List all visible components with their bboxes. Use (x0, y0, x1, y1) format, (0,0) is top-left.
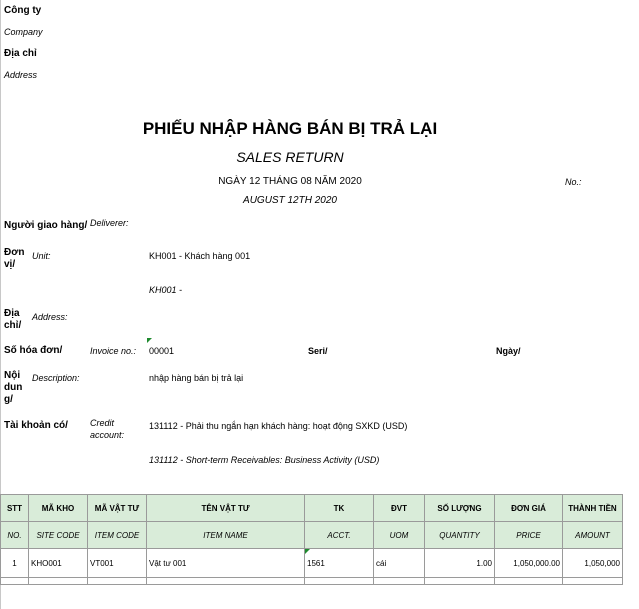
invoice-label: Số hóa đơn/ (4, 345, 63, 356)
company-label-en: Company (4, 27, 43, 37)
column-header-en-price: PRICE (495, 522, 563, 549)
invoice-date-label: Ngày/ (496, 346, 521, 356)
unit-label-en: Unit: (32, 251, 51, 261)
column-header-en-item-code: ITEM CODE (88, 522, 147, 549)
credit-account-value-en: 131112 - Short-term Receivables: Business Activity (USD) (149, 455, 380, 465)
document-date: NGÀY 12 THÁNG 08 NĂM 2020 (218, 176, 362, 187)
cell-site-code: KHO001 (29, 549, 88, 578)
customer-address-label-en: Address: (32, 312, 68, 322)
description-value: nhập hàng bán bị trả lại (149, 373, 244, 383)
document-subtitle: SALES RETURN (236, 149, 344, 165)
cell-comment-marker (305, 549, 310, 554)
cell-quantity: 1.00 (425, 549, 495, 578)
cell-price: 1,050,000.00 (495, 549, 563, 578)
column-header-item-name: TÊN VẬT TƯ (147, 495, 305, 522)
column-header-stt: STT (1, 495, 29, 522)
cell-account (305, 549, 374, 578)
description-label-line2: dun (4, 382, 23, 393)
cell-stt: 1 (1, 549, 29, 578)
cell-uom: cái (374, 549, 425, 578)
description-label-en: Description: (32, 373, 80, 383)
address-label-en: Address (4, 70, 38, 80)
unit-value-en: KH001 - (149, 285, 183, 295)
deliverer-label-en: Deliverer: (90, 218, 129, 228)
table-row (1, 549, 623, 578)
customer-address-label-line2: chỉ/ (4, 320, 22, 331)
unit-label-line2: vị/ (4, 259, 16, 270)
column-header-item-code: MÃ VẬT TƯ (88, 495, 147, 522)
column-header-en-amount: AMOUNT (563, 522, 623, 549)
cell-item-code: VT001 (88, 549, 147, 578)
column-header-en-account: ACCT. (305, 522, 374, 549)
description-label-line3: g/ (4, 394, 13, 405)
address-label: Địa chỉ (4, 48, 37, 59)
table-row-partial (1, 578, 623, 585)
table-header-row-en (1, 522, 623, 549)
credit-account-value: 131112 - Phải thu ngắn hạn khách hàng: hoạt động SXKD (USD) (149, 421, 408, 431)
document-number-label: No.: (565, 177, 582, 187)
customer-address-label-line1: Địa (4, 308, 20, 319)
column-header-en-uom: UOM (374, 522, 425, 549)
document-title: PHIẾU NHẬP HÀNG BÁN BỊ TRẢ LẠI (142, 119, 438, 138)
table-header-row (1, 495, 623, 522)
items-table (0, 494, 623, 585)
credit-account-label: Tài khoản có/ (4, 420, 68, 431)
cell-amount: 1,050,000 (563, 549, 623, 578)
column-header-uom: ĐVT (374, 495, 425, 522)
unit-value: KH001 - Khách hàng 001 (149, 251, 251, 261)
column-header-en-no: NO. (1, 522, 29, 549)
column-header-site-code: MÃ KHO (29, 495, 88, 522)
description-label-line1: Nội (4, 370, 21, 381)
column-header-amount: THÀNH TIỀN (563, 495, 623, 522)
invoice-value: 00001 (149, 346, 175, 356)
invoice-label-en: Invoice no.: (90, 346, 137, 356)
column-header-account: TK (305, 495, 374, 522)
credit-account-label-en-line2: account: (90, 430, 125, 440)
cell-comment-marker (147, 338, 152, 343)
column-header-quantity: SỐ LƯỢNG (425, 495, 495, 522)
column-header-en-quantity: QUANTITY (425, 522, 495, 549)
deliverer-label: Người giao hàng/ (4, 220, 88, 231)
column-header-en-item-name: ITEM NAME (147, 522, 305, 549)
unit-label-line1: Đơn (4, 247, 25, 258)
column-header-price: ĐƠN GIÁ (495, 495, 563, 522)
cell-account-value: 1561 (307, 558, 325, 568)
seri-label: Seri/ (308, 346, 328, 356)
company-label: Công ty (4, 5, 42, 16)
credit-account-label-en-line1: Credit (90, 418, 115, 428)
cell-item-name: Vật tư 001 (147, 549, 305, 578)
column-header-en-site-code: SITE CODE (29, 522, 88, 549)
document-date-en: AUGUST 12TH 2020 (243, 195, 337, 206)
